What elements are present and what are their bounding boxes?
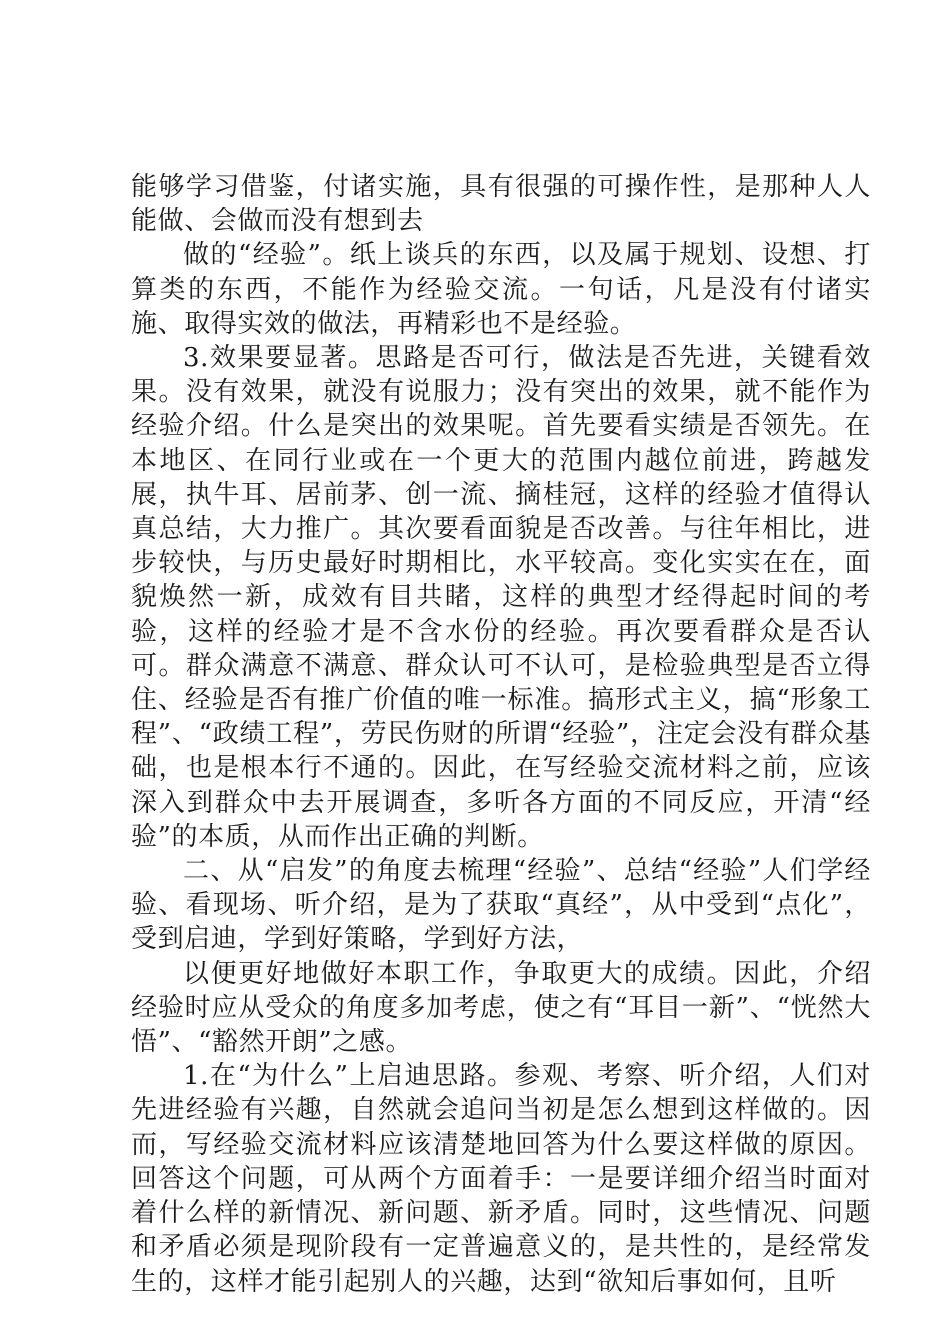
paragraph-1: 能够学习借鉴，付诸实施，具有很强的可操作性，是那种人人能做、会做而没有想到去 xyxy=(131,172,871,237)
paragraph-3: 3.效果要显著。思路是否可行，做法是否先进，关键看效果。没有效果，就没有说服力；没有突出的效果，就不能作为经验介绍。什么是突出的效果呢。首先要看实绩是否领先。在本地区、在同行业或在一个更大的范围内越位前进，跨越发展，执牛耳、居前茅、创一流、摘桂冠，这样的经验才值得认真总结，大力推广。其次要看面貌是否改善。与往年相比，进步较快，与历史最好时期相比，水平较高。变化实实在在，面貌焕然一新，成效有目共睹，这样的典型才经得起时间的考验，这样的经验才是不含水份的经验。再次要看群众是否认可。群众满意不满意、群众认可不认可，是检验典型是否立得住、经验是否有推广价值的唯一标准。搞形式主义，搞“形象工程”、“政绩工程”，劳民伤财的所谓“经验”，注定会没有群众基础，也是根本行不通的。因此，在写经验交流材料之前，应该深入到群众中去开展调查，多听各方面的不同反应，开清“经验”的本质，从而作出正确的判断。 xyxy=(131,343,871,852)
document-body xyxy=(131,170,871,1299)
paragraph-4: 二、从“启发”的角度去梳理“经验”、总结“经验”人们学经验、看现场、听介绍，是为了获取“真经”，从中受到“点化”，受到启迪，学到好策略，学到好方法， xyxy=(131,856,871,955)
paragraph-5: 以便更好地做好本职工作，争取更大的成绩。因此，介绍经验时应从受众的角度多加考虑，使之有“耳目一新”、“恍然大悟”、“豁然开朗”之感。 xyxy=(131,958,871,1058)
paragraph-2: 做的“经验”。纸上谈兵的东西，以及属于规划、设想、打算类的东西，不能作为经验交流。一句话，凡是没有付诸实施、取得实效的做法，再精彩也不是经验。 xyxy=(131,240,871,339)
paragraph-6: 1.在“为什么”上启迪思路。参观、考察、听介绍，人们对先进经验有兴趣，自然就会追问当初是怎么想到这样做的。因而，写经验交流材料应该清楚地回答为什么要这样做的原因。回答这个问题，可从两个方面着手：一是要详细介绍当时面对着什么样的新情况、新问题、新矛盾。同时，这些情况、问题和矛盾必须是现阶段有一定普遍意义的，是共性的，是经常发生的，这样才能引起别人的兴趣，达到“欲知后事如何，且听 xyxy=(131,1061,871,1297)
